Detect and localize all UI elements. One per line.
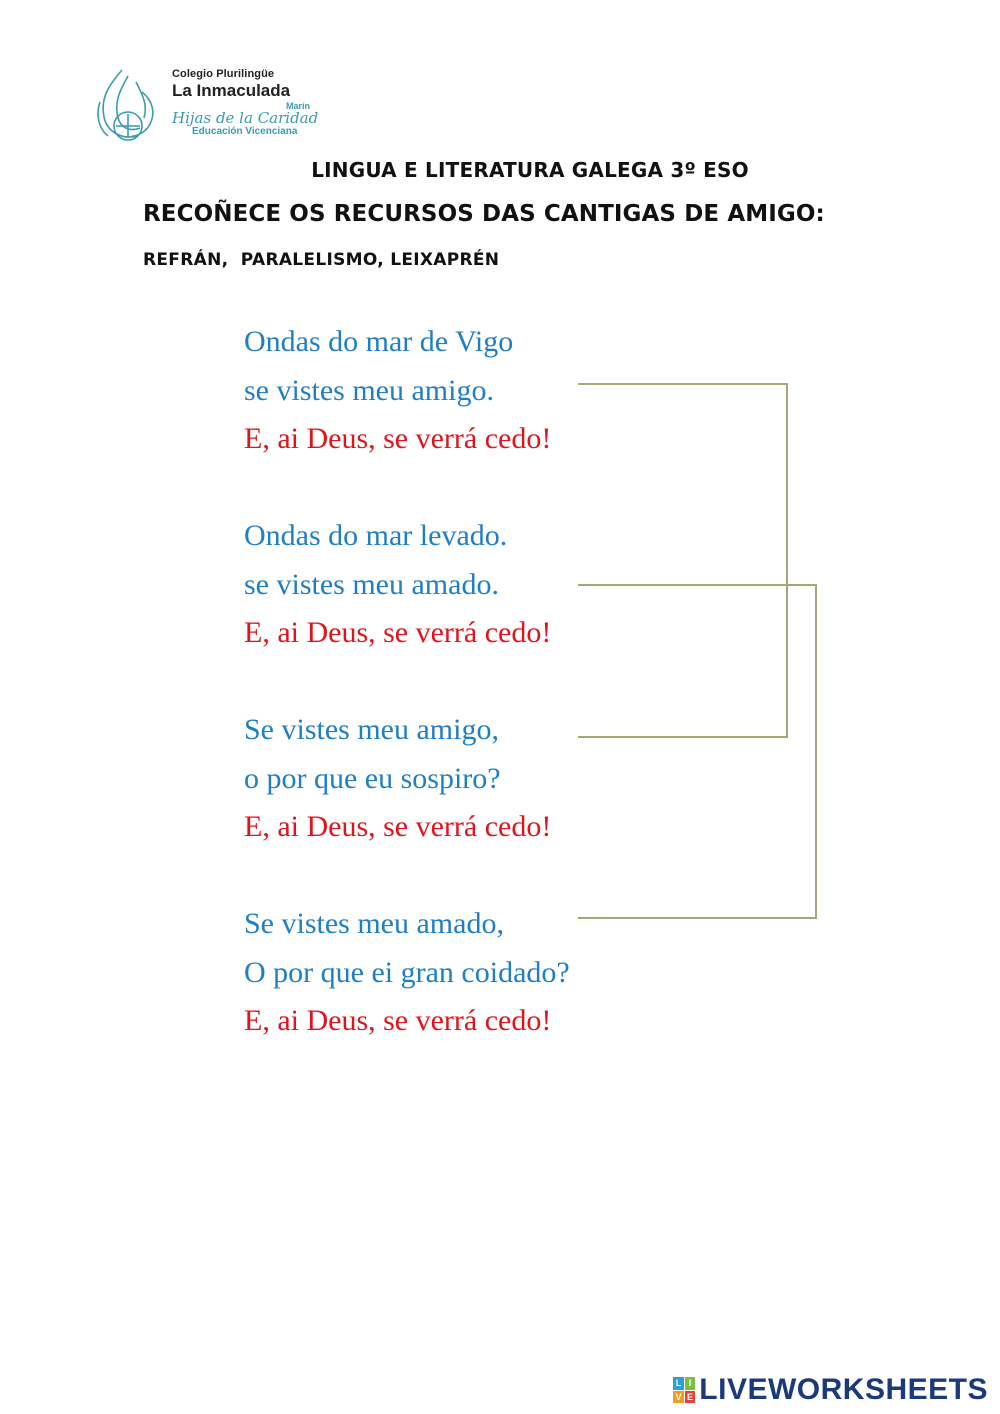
badge-letter: I <box>685 1377 696 1390</box>
connector-amado <box>578 585 816 918</box>
verse-line: Ondas do mar de Vigo <box>244 325 514 358</box>
refrain-line: E, ai Deus, se verrá cedo! <box>244 616 552 649</box>
logo-town: Marín <box>285 101 310 111</box>
refrain-line: E, ai Deus, se verrá cedo! <box>244 422 552 455</box>
logo-tagline: Educación Vicenciana <box>192 126 298 137</box>
logo-school-type: Colegio Plurilingüe <box>172 68 275 80</box>
logo-order: Hijas de la Caridad <box>172 109 319 127</box>
connector-amigo <box>578 384 787 737</box>
liveworksheets-brand <box>673 1374 988 1406</box>
subject-title: LINGUA E LITERATURA GALEGA 3º ESO <box>311 158 749 182</box>
refrain-line: E, ai Deus, se verrá cedo! <box>244 1004 552 1037</box>
badge-letter: V <box>673 1391 684 1404</box>
verse-line: O por que ei gran coidado? <box>244 955 570 989</box>
verse-line: se vistes meu amigo. <box>244 373 494 407</box>
verse-line: o por que eu sospiro? <box>244 761 501 795</box>
worksheet-heading: RECOÑECE OS RECURSOS DAS CANTIGAS DE AMIGO: <box>143 201 825 227</box>
verse-line: Se vistes meu amado, <box>244 907 504 940</box>
badge-letter: L <box>673 1377 684 1390</box>
badge-letter: E <box>685 1391 696 1404</box>
verse-line: Se vistes meu amigo, <box>244 713 499 746</box>
brand-name: LIVEWORKSHEETS <box>699 1373 988 1406</box>
liveworksheets-logo-icon <box>673 1377 695 1403</box>
refrain-line: E, ai Deus, se verrá cedo! <box>244 810 552 843</box>
resources-list: REFRÁN, PARALELISMO, LEIXAPRÉN <box>143 250 500 270</box>
logo-school-name: La Inmaculada <box>172 81 291 100</box>
verse-line: Ondas do mar levado. <box>244 519 508 552</box>
verse-line: se vistes meu amado. <box>244 567 499 601</box>
